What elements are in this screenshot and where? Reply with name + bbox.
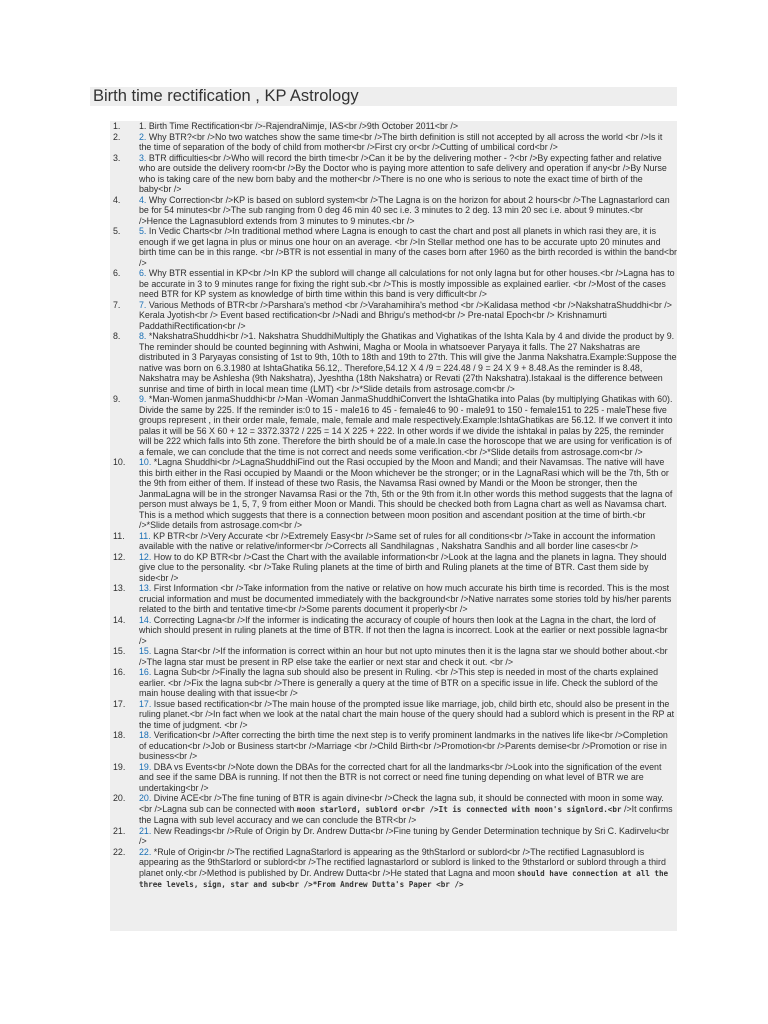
slide-link[interactable]: 5. [139, 226, 147, 236]
list-item [110, 331, 677, 394]
list-item [110, 195, 677, 227]
list-item-number: 12. [113, 551, 126, 562]
list-item-number: 9. [113, 394, 121, 404]
list-item-text: KP BTR<br />Very Accurate <br />Extremely Easy<br />Same set of rules for all conditions<br />Take in account the information available with the native or relative/informer<br />Corrects all Sandhilagnas , Nakshatra Sandhis and all border line cases<br /> [139, 530, 656, 551]
title-bar [90, 87, 677, 106]
slide-link[interactable]: 12. [139, 551, 152, 562]
list-item-bold-text: moon starlord, sublord or<br />It is connected with moon's signlord.<br [296, 804, 622, 814]
list-item [110, 268, 677, 300]
list-item [110, 793, 677, 826]
list-item-number: 17. [113, 698, 126, 709]
slide-link[interactable]: 9. [139, 394, 147, 404]
slide-link[interactable]: 14. [139, 614, 152, 625]
slide-link[interactable]: 8. [139, 331, 147, 341]
list-item-text: In Vedic Charts<br />In traditional method where Lagna is enough to cast the chart and post all planets in which rasi they are, it is enough if we get lagna in plus or minus one hour on an average. <br />In Stellar method one has to be accurate upto 20 minutes and birth time can be in this range. <br />BTR is not essential in many of the cases born after 1960 as the birth recorded is within the band<br /> [139, 226, 677, 268]
slide-link[interactable]: 15. [139, 646, 152, 656]
slide-link[interactable]: 7. [139, 299, 147, 310]
slide-link[interactable]: 6. [139, 268, 147, 278]
list-item-text: Lagna Sub<br />Finally the lagna sub should also be present in Ruling. <br />This step is needed in most of the charts explained earlier. <br />Fix the lagna sub<br />There is generally a query at the time of BTR on a specific issue in life. Check the sublord of the main house dealing with that issue<br /> [139, 667, 659, 698]
list-item-number: 19. [113, 761, 126, 772]
list-item-text: Why Correction<br />KP is based on sublord system<br />The Lagna is on the horizon for about 2 hours<br />The Lagnastarlord can be for 54 minutes<br />The sub ranging from 0 deg 46 min 40 sec i.e. 3 minutes to 2 deg. 13 min 20 sec i.e. about 9 minutes.<br />Hence the Lagnasublord extends from 3 minutes to 9 minutes.<br /> [139, 194, 670, 226]
list-item-bold-text: should have connection at all the three levels, sign, star and sub<br />*From Andrew Dutta's Paper <br /> [139, 868, 669, 889]
list-item-text: Divine ACE<br />The fine tuning of BTR is again divine<br />Check the lagna sub, it should be connected with moon in some way. <br />Lagna sub can be connected with [139, 793, 664, 814]
slide-link[interactable]: 13. [139, 583, 152, 593]
list-item-text: First Information <br />Take information from the native or relative on how much accurate his birth time is recorded. This is the most crucial information and must be documented immediately with the background<br />Native narrates some stories told by his/her parents related to the birth and tentative time<br />Some parents document it properly<br /> [139, 583, 672, 614]
list-item [110, 394, 677, 457]
list-item-text: *NakshatraShuddhi<br />1. Nakshatra ShuddhiMultiply the Ghatikas and Vighatikas of the Ishta Kala by 4 and divide the product by 9. The reminder should be counted beginning with Ashwini, Magha or Moola in whatsoever Paryaya it falls. The 27 Nakshatras are distributed in 3 Paryayas consisting of 1st to 9th, 10th to 18th and 19th to 27th. This will give the Janma Nakshatra.Example:Suppose the native was born on 6.3.1980 at IshtaGhatika 56.12,. Therefore,54.12 X 4 /9 = 224.48 / 9 = 24 X 9 + 8.48.As the reminder is 8.48, Nakshatra may be Ashlesha (9th Nakshatra), Jyeshtha (18th Nakshatra) or Revati (27th Nakshatra).Istakaal is the difference between sunrise and time of birth in local mean time (LMT) <br />*Slide details from astrosage.com<br /> [139, 331, 677, 394]
list-item [110, 762, 677, 794]
list-item [110, 826, 677, 847]
list-item-number: 5. [113, 226, 121, 236]
list-item-number: 14. [113, 614, 126, 625]
list-item-text: How to do KP BTR<br />Cast the Chart with the available information<br />Look at the lagna and the planets in lagna. They should give clue to the personality. <br />Take Ruling planets at the time of birth and Ruling planets at the time of BTR. Cast them side by side<br /> [139, 551, 667, 583]
slide-link[interactable]: 19. [139, 761, 152, 772]
list-item [110, 132, 677, 153]
slide-link[interactable]: 4. [139, 194, 147, 205]
list-item-number: 10. [113, 457, 126, 467]
list-item-text: *Man-Women janmaShuddhi<br />Man -Woman JanmaShuddhiConvert the IshtaGhatika into Palas (by multiplying Ghatikas with 60). Divide the same by 225. If the reminder is:0 to 15 - male16 to 45 - female46 to 90 - male91 to 150 - female151 to 225 - maleThese five groups represent , in their order male, female, male, female and male respectively.Example:IshtaGhatikas are 56.12. If we convert it into palas it will be 56 X 60 + 12 = 3372.3372 / 225 = 14 X 225 + 222. In other words if we divide the ishtakal in palas by 225, the reminder will be 222 which falls into 5th zone. Therefore the birth should be of a male.In case the horoscope that we are using for verification is of a female, we can conclude that the time is not correct and needs some verification.<br />*Slide details from astrosage.com<br /> [139, 394, 673, 457]
numbered-list [110, 121, 677, 891]
list-item-number: 4. [113, 194, 121, 205]
page-title: Birth time rectification , KP Astrology [93, 87, 359, 105]
list-item-number: 1. [113, 121, 121, 131]
slide-link[interactable]: 10. [139, 457, 152, 467]
list-item-number: 3. [113, 152, 121, 163]
list-item-text: New Readings<br />Rule of Origin by Dr. Andrew Dutta<br />Fine tuning by Gender Determination technique by Sri C. Kadirvelu<br /> [139, 825, 670, 846]
slide-link[interactable]: 22. [139, 846, 152, 857]
list-item [110, 300, 677, 332]
content-panel [110, 121, 677, 931]
slide-link[interactable]: 3. [139, 152, 147, 163]
list-item-number: 2. [113, 131, 121, 142]
list-item-text: 1. Birth Time Rectification<br />-RajendraNimje, IAS<br />9th October 2011<br /> [139, 121, 458, 131]
list-item [110, 667, 677, 699]
list-item-text: *Rule of Origin<br />The rectified LagnaStarlord is appearing as the 9thStarlord or sublord<br />The rectified Lagnasublord is appearing as the 9thStarlord or sublord<br />The rectified lagnastarlord or sublord is linked to the 9thstarlord or sublord through a third planet only.<br />Method is published by Dr. Andrew Dutta<br />He stated that Lagna and moon [139, 846, 666, 878]
list-item-number: 7. [113, 299, 121, 310]
list-item [110, 583, 677, 615]
list-item [110, 226, 677, 268]
list-item-text: BTR difficulties<br />Who will record the birth time<br />Can it be by the delivering mother - ?<br />By expecting father and relative who are outside the delivery room<br />By the Doctor who is paying more attention to safe delivery and operation if any<br />By Nurse who is taking care of the new born baby and the mother<br />There is no one who is serious to note the exact time of birth of the baby<br /> [139, 152, 667, 194]
list-item [110, 552, 677, 584]
list-item [110, 646, 677, 667]
list-item-text: Why BTR?<br />No two watches show the same time<br />The birth definition is still not accepted by all across the world <br />Is it the time of separation of the body of child from mother<br />First cry or<br />Cutting of umbilical cord<br /> [139, 131, 663, 152]
list-item-text: Various Methods of BTR<br />Parshara's method <br />Varahamihira's method <br />Kalidasa method <br />NakshatraShuddhi<br /> Kerala Jyotish<br /> Event based rectification<br />Nadi and Bhrigu's method<br /> Pre-natal Epoch<br /> Krishnamurti PaddathiRectification<br /> [139, 299, 672, 331]
slide-link[interactable]: 16. [139, 667, 152, 677]
slide-link[interactable]: 20. [139, 793, 152, 803]
list-item-number: 11. [113, 530, 125, 541]
list-item-text: Verification<br />After correcting the birth time the next step is to verify prominent landmarks in the natives life like<br />Completion of education<br />Job or Business start<br />Marriage <br />Child Birth<br />Promotion<br />Parents demise<br />Promotion or rise in business<br /> [139, 730, 668, 761]
list-item [110, 730, 677, 762]
list-item-text: Issue based rectification<br />The main house of the prompted issue like marriage, job, child birth etc, should also be present in the ruling planet.<br />In fact when we look at the natal chart the main house of the query should had a sublord which is present in the RP at the time of judgment. <br /> [139, 698, 675, 730]
list-item-number: 20. [113, 793, 126, 803]
list-item-text: *Lagna Shuddhi<br />LagnaShuddhiFind out the Rasi occupied by the Moon and Mandi; and their Navamsas. The native will have this birth either in the Rasi occupied by Maandi or the Moon whichever be the stronger; or in the LagnaRasi which will be the 7th, 5th or the 9th from either of them. If instead of these two Rasis, the Navamsa Rasi owned by Mandi or the Moon be stronger, then the JanmaLagna will be in the stronger Navamsa Rasi or the 7th, 5th or the 9th from it.In other words this method suggests that the lagna of person must always be 1, 5, 7, 9 from either Moon or Mandi. This should be checked both from Lagna chart as well as Navamsa chart. This is a method which suggests that there is a connection between moon position and ascendant position at the time of birth.<br />*Slide details from astrosage.com<br /> [139, 457, 673, 530]
slide-link[interactable]: 21. [139, 825, 152, 836]
list-item-text: DBA vs Events<br />Note down the DBAs for the corrected chart for all the landmarks<br />Look into the signification of the event and see if the same DBA is running. If not then the BTR is not correct or need fine tuning depending on what level of BTR we are undertaking<br /> [139, 761, 662, 793]
list-item-text: Lagna Star<br />If the information is correct within an hour but not upto minutes then it is the lagna star we should bother about.<br />The lagna star must be present in RP else take the earlier or next star and check it out. <br /> [139, 646, 668, 667]
list-item-number: 16. [113, 667, 126, 677]
list-item-number: 13. [113, 583, 126, 593]
list-item [110, 615, 677, 647]
list-item-text: Correcting Lagna<br />If the informer is indicating the accuracy of couple of hours then look at the Lagna in the chart, the lord of which should present in ruling planets at the time of BTR. If not then the lagna is incorrect. Look at the earlier or next possible lagna<br /> [139, 614, 668, 646]
list-item-number: 8. [113, 331, 121, 341]
list-item-number: 22. [113, 846, 126, 857]
slide-link[interactable]: 18. [139, 730, 152, 740]
list-item-text: Why BTR essential in KP<br />In KP the sublord will change all calculations for not only lagna but for other houses.<br />Lagna has to be accurate in 3 to 9 minutes range for fixing the right sub.<br />This is mostly impossible as explained earlier. <br />Most of the cases need BTR for KP system as knowledge of birth time within this band is very difficult<br /> [139, 268, 675, 299]
list-item [110, 153, 677, 195]
list-item-number: 21. [113, 825, 126, 836]
list-item [110, 121, 677, 132]
list-item [110, 847, 677, 891]
list-item-text-tail: />It confirms the Lagna with sub level accuracy and we can conclude the BTR<br /> [139, 803, 673, 825]
list-item [110, 699, 677, 731]
slide-link[interactable]: 17. [139, 698, 152, 709]
list-item-number: 18. [113, 730, 126, 740]
slide-link[interactable]: 2. [139, 131, 147, 142]
list-item-number: 15. [113, 646, 126, 656]
list-item-number: 6. [113, 268, 121, 278]
slide-link[interactable]: 11. [139, 530, 151, 541]
list-item [110, 531, 677, 552]
list-item [110, 457, 677, 531]
